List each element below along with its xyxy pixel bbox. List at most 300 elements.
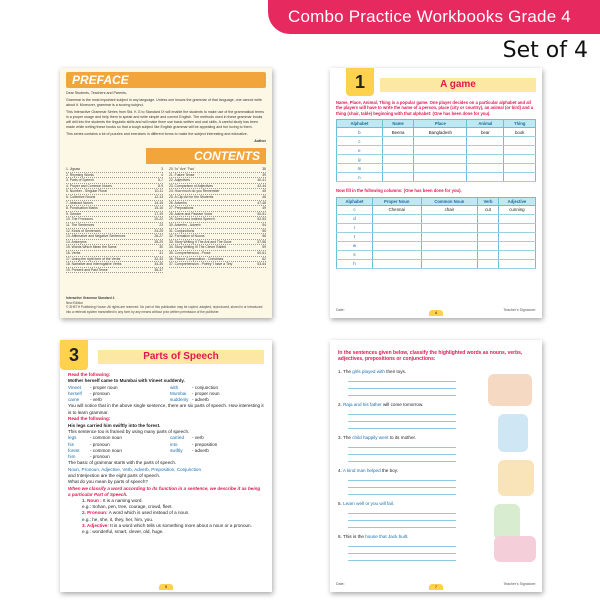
answer-cell	[504, 164, 536, 173]
answer-cell	[421, 250, 478, 259]
column-header: Thing	[504, 120, 536, 128]
contents-entry-title: 36. Picture Composition - Christmas	[169, 256, 224, 261]
definition-text: It is a naming word.	[102, 497, 143, 503]
contents-entry-page: 31	[159, 250, 163, 255]
parts-list: Noun, Pronoun, Adjective, Verb, Adverb, Preposition, Conjunction	[68, 466, 202, 472]
contents-entry-title: 31. Conjunctions	[169, 228, 195, 233]
column-header: Adjective	[498, 197, 535, 205]
contents-entry-page: 49	[262, 206, 266, 211]
explanation-text: The basic of grammar starts with the parts of speech.	[68, 460, 177, 466]
answer-cell	[372, 223, 421, 232]
answer-cell: bear	[467, 128, 504, 137]
contents-entry-page: 39	[262, 172, 266, 177]
contents-entry-title: 12. Kinds of Sentences	[66, 228, 101, 233]
word-list	[68, 385, 264, 404]
contents-entry-page: 46	[262, 194, 266, 199]
answer-cell	[382, 155, 414, 164]
parts-list-tail: and Interjection are the eight parts of speech.	[68, 473, 161, 479]
definition-label: 2. Pronoun:	[82, 510, 109, 516]
contents-entry-title: 3. Parts of Speech	[66, 178, 94, 183]
answer-cell	[372, 241, 421, 250]
footer-edition: New Edition	[66, 300, 84, 305]
contents-entry-page: 56	[262, 234, 266, 239]
footer-title: Interactive Grammar Standard 4	[66, 296, 115, 301]
contents-entry-page: 40-41	[257, 178, 266, 183]
answer-cell	[504, 137, 536, 146]
answer-line	[348, 521, 456, 528]
contents-entry-page: 12-13	[154, 194, 163, 199]
contents-entry-page: 3	[161, 167, 163, 171]
alphabet-cell: t	[337, 232, 373, 241]
preface-para: This series contains a lot of puzzles and exercises in different forms to make the subject interesting and educative.	[66, 132, 248, 136]
definitions-list	[68, 498, 264, 535]
definition-example: e.g.: Sohan, pen, tree, courage, crowd, fleet.	[82, 504, 173, 510]
contents-table	[66, 167, 266, 273]
answer-line	[348, 375, 456, 382]
contents-entry-title: 1. Jigsaw	[66, 167, 81, 171]
game-table-1	[336, 119, 536, 182]
contents-entry-page: 20-22	[154, 217, 163, 222]
contents-entry-page: 50-51	[257, 211, 266, 216]
page-number: 4	[429, 310, 443, 316]
contents-entry-page: 62	[262, 256, 266, 261]
lesson-title: A game	[380, 78, 536, 92]
column-header: Proper Noun	[372, 197, 421, 205]
set-label: Set of 4	[502, 38, 588, 63]
contents-entry-title: 23. Comparison of Adjectives	[169, 183, 213, 188]
word: Mumbai	[170, 391, 187, 397]
contents-entry-title: 33. Story Writing II The Ant and The Dove	[169, 239, 232, 244]
contents-entry-title: 24. How much do you Remember	[169, 189, 220, 194]
word-class: - verb	[90, 397, 102, 403]
answer-cell	[421, 259, 478, 268]
read-heading: Read the following:	[68, 372, 111, 377]
word: herself	[68, 391, 82, 397]
definition-text: It is a word which tells us something more about a noun or a pronoun.	[110, 522, 252, 528]
preface-para: Grammar is the most important subject in any language. Unless one knows the grammar of that language, one cannot write about it. Moreover, grammar is a scoring subject.	[66, 98, 262, 107]
sentence-text: This is the	[343, 533, 366, 539]
sentence-number: 4.	[338, 467, 343, 473]
column-header: Place	[414, 120, 467, 128]
contents-entry-page: 63-64	[257, 262, 266, 267]
answer-line	[348, 554, 456, 561]
alphabet-cell: g	[337, 155, 383, 164]
column-header: Verb	[478, 197, 499, 205]
alphabet-cell: m	[337, 164, 383, 173]
answer-cell	[414, 164, 467, 173]
definition-label: 3. Adjective:	[82, 522, 111, 528]
contents-entry-title: 35. Comprehension - Prose	[169, 250, 211, 255]
table-header-row	[337, 120, 536, 128]
word-class: - preposition	[192, 441, 218, 447]
contents-entry-page: 54	[262, 222, 266, 227]
answer-cell	[382, 164, 414, 173]
contents-entry-title: 19. Present and Past Tense	[66, 267, 108, 272]
word: Vineet	[68, 384, 81, 390]
contents-entry-title: 2. Rhyming Words	[66, 172, 94, 177]
contents-entry-title: 25. A Clip Art for the Students	[169, 194, 214, 199]
answer-cell	[414, 173, 467, 182]
answer-cell	[467, 173, 504, 182]
definition-label: 1. Noun :	[82, 497, 103, 503]
sentence-text: The	[343, 434, 353, 440]
word-class: - common noun	[90, 447, 122, 453]
contents-entry	[169, 262, 266, 268]
question-text: What do you mean by parts of speech?	[68, 479, 148, 485]
alphabet-cell: d	[337, 214, 373, 223]
product-banner	[268, 0, 600, 34]
definition-item	[68, 510, 264, 522]
contents-entry-page: 17-19	[154, 211, 163, 216]
alphabet-cell: b	[337, 128, 383, 137]
word: carried	[170, 435, 185, 441]
contents-entry-page: 4	[161, 172, 163, 177]
answer-cell: chair	[421, 205, 478, 214]
teacher-signature-label: Teacher's Signature:	[503, 582, 536, 586]
answer-line	[348, 448, 456, 455]
preface-signoff: Author	[254, 139, 266, 143]
answer-cell	[467, 137, 504, 146]
exercise-instruction: In the sentences given below, classify the highlighted words as nouns, verbs, adjectives, prepositions or conjunctions:	[338, 350, 523, 363]
contents-entry-page: 30	[159, 245, 163, 250]
answer-cell	[498, 259, 535, 268]
preface-greeting: Dear Students, Teachers and Parents,	[66, 91, 127, 95]
contents-entry-title: 6. Collective Nouns	[66, 194, 96, 199]
answer-line	[348, 389, 456, 396]
contents-entry-title: 27. Prepositions	[169, 206, 194, 211]
word-class: - pronoun	[90, 454, 110, 460]
answer-cell	[382, 146, 414, 155]
highlighted-words: girls played with	[352, 368, 385, 374]
answer-line	[348, 507, 456, 514]
footer-copyright: © SHETH Publishing House. All rights are reserved. No part of this publication may be copied, adapted, reproduced, stored in or introduced into a retrieval system transmitted in any form by any means without prior written permission of the publisher.	[66, 305, 263, 314]
contents-entry-title: 28. Active and Passive Voice	[169, 211, 213, 216]
column-header: Name	[382, 120, 414, 128]
game-page	[330, 68, 542, 318]
answer-cell	[421, 241, 478, 250]
contents-entry-page: 38	[262, 167, 266, 171]
word-class: - proper noun	[192, 391, 220, 397]
answer-cell	[414, 146, 467, 155]
answer-cell: Bangladesh	[414, 128, 467, 137]
contents-entry-page: 14-15	[154, 200, 163, 205]
answer-line	[348, 422, 456, 429]
contents-entry-title: 26. Adverbs	[169, 200, 187, 205]
definition-item	[68, 498, 264, 510]
word: forest	[68, 447, 80, 453]
answer-cell	[478, 250, 499, 259]
answer-cell	[467, 164, 504, 173]
father-son-illustration	[498, 414, 528, 452]
classify-words-page	[330, 340, 542, 592]
word: his	[68, 441, 74, 447]
word-class: - proper noun	[90, 384, 118, 390]
game-table-2	[336, 197, 536, 269]
answer-line	[348, 455, 456, 462]
contents-entry-page: 55	[262, 228, 266, 233]
sentence-number: 3.	[338, 434, 344, 440]
contents-column-right	[169, 167, 266, 273]
answer-cell	[467, 155, 504, 164]
word: swiftly	[170, 447, 183, 453]
word-class: - common noun	[90, 435, 122, 441]
date-label: Date:	[336, 308, 345, 312]
alphabet-cell: e	[337, 146, 383, 155]
answer-cell	[414, 137, 467, 146]
example-sentence: Mother herself came to Mumbai with Vineet suddenly.	[68, 378, 185, 384]
answer-cell	[478, 232, 499, 241]
contents-entry-page: 8-9	[158, 183, 163, 188]
contents-column-left	[66, 167, 163, 273]
definition-text: A word which is used instead of a noun.	[108, 510, 190, 516]
contents-entry-page: 36-37	[154, 267, 163, 272]
preface-body	[66, 91, 266, 144]
contents-entry-title: 17. Using the right form of the Verbs	[66, 256, 121, 261]
contents-entry-page: 26-27	[154, 234, 163, 239]
sentence-text: will come tomorrow.	[381, 401, 424, 407]
word-entry	[170, 448, 264, 454]
table-row	[337, 214, 536, 223]
contents-entry-title: 34. Story Writing III The Clever Rabbit	[169, 245, 226, 250]
table-row	[337, 205, 536, 214]
sentence-number: 2.	[338, 401, 344, 407]
sentence-number: 1.	[338, 368, 344, 374]
preface-para: This Interactive Grammar Series from Std. K G to Standard IX will enable the students to make use of the grammatical terms in a proper usage and help them to speak and write simple and correct English. The methods used in these grammar books will drill into the students the linguistic skills and will make them use basic written and oral skills. A careful study has been made while writing these books so that a tough subject like English grammar will be appealing and fun loving to them.	[66, 110, 264, 129]
word-class: - conjunction	[192, 384, 219, 390]
highlighted-words: Raja and his father	[343, 401, 382, 407]
answer-line	[348, 474, 456, 481]
contents-entry-title: 13. Affirmative and Negative Sentences	[66, 234, 126, 239]
read-heading: Read the following:	[68, 416, 111, 422]
definition-item	[68, 523, 264, 535]
answer-cell	[498, 232, 535, 241]
lesson-number: 1	[346, 68, 374, 96]
answer-line	[348, 415, 456, 422]
answer-cell	[478, 223, 499, 232]
contents-entry-page: 47-48	[257, 200, 266, 205]
column-header: Animal	[467, 120, 504, 128]
answer-cell	[414, 155, 467, 164]
contents-entry-page: 60-61	[257, 250, 266, 255]
contents-entry-title: 21. Future Tense	[169, 172, 195, 177]
kind-man-illustration	[494, 504, 520, 540]
teacher-signature-label: Teacher's Signature:	[503, 308, 536, 312]
answer-cell: Chennai	[372, 205, 421, 214]
contents-entry-page: 59	[262, 245, 266, 250]
answer-line	[348, 540, 456, 547]
classification-note: When we classify a word according to its function in a sentence, we describe it as being a particular Part of Speech.	[68, 485, 261, 497]
answer-cell: cut	[478, 205, 499, 214]
word: legs	[68, 435, 77, 441]
highlighted-words: Learn well or you will fail.	[343, 500, 395, 506]
contents-entry-page: 34-35	[154, 262, 163, 267]
contents-entry-page: 24-25	[154, 228, 163, 233]
contents-entry-title: 9. Gender	[66, 211, 82, 216]
answer-cell	[382, 173, 414, 182]
lesson-number: 3	[60, 340, 88, 370]
game-instruction: Name, Place, Animal, Thing is a popular game. One player decides on a particular alphabet and all the players will have to write the name of a person, place (city or country), an animal (or bird) and a thing (chair, table) beginning with that alphabet: (One has been done for you).	[336, 100, 534, 116]
word-list	[68, 435, 264, 460]
column-header: Common Noun	[421, 197, 478, 205]
answer-cell	[421, 223, 478, 232]
definition-line	[82, 523, 264, 529]
alphabet-cell: n	[337, 173, 383, 182]
sentence-number: 6.	[338, 533, 344, 539]
contents-entry-title: 18. Narrative and Interrogative Verbs	[66, 262, 122, 267]
contents-heading: CONTENTS	[146, 148, 266, 164]
table-row	[337, 259, 536, 268]
contents-entry	[66, 268, 163, 274]
contents-entry-title: 37. Comprehension - Poetry 'I have a Tiny'	[169, 262, 233, 267]
contents-entry-page: 42-44	[257, 183, 266, 188]
table-row	[337, 241, 536, 250]
alphabet-cell: r	[337, 223, 373, 232]
contents-entry-title: 5. Number - Singular Plural	[66, 189, 107, 194]
game-instruction-2: Now fill in the following columns: (One has been done for you).	[336, 188, 462, 194]
answer-cell	[498, 241, 535, 250]
word: him	[68, 454, 76, 460]
highlighted-words: A kind man helped	[342, 467, 381, 473]
answer-cell	[382, 137, 414, 146]
example-sentence: His legs carried him swiftly into the forest.	[68, 422, 161, 428]
contents-entry-page: 15-16	[154, 206, 163, 211]
contents-entry-title: 8. Punctuation Marks	[66, 206, 98, 211]
column-header: Alphabet	[337, 120, 383, 128]
answer-cell	[504, 146, 536, 155]
contents-entry-page: 5-7	[158, 178, 163, 183]
answer-cell	[498, 214, 535, 223]
word-class: - adverb	[192, 447, 209, 453]
preface-page	[60, 68, 272, 318]
parts-of-speech-page	[60, 340, 272, 592]
highlighted-words: house that Jack built.	[365, 533, 409, 539]
alphabet-cell: w	[337, 241, 373, 250]
answer-cell	[504, 173, 536, 182]
word: came	[68, 397, 80, 403]
table-row	[337, 250, 536, 259]
contents-entry-page: 57-58	[257, 239, 266, 244]
table-header-row	[337, 197, 536, 205]
contents-entry-title: 15. Words Which Mean the Same	[66, 245, 117, 250]
column-header: Alphabet	[337, 197, 373, 205]
explanation-text: This sentence too is framed by using many parts of speech.	[68, 429, 190, 435]
sentence-text: the boy.	[380, 467, 398, 473]
answer-cell	[421, 214, 478, 223]
page-number: 7	[429, 584, 443, 590]
contents-entry-title: 4. Proper and Common Nouns	[66, 183, 112, 188]
answer-line	[348, 547, 456, 554]
contents-entry-title: 29. Direct and Indirect Speech	[169, 217, 215, 222]
contents-entry-title: 10. The Pronouns	[66, 217, 93, 222]
answer-cell: book	[504, 128, 536, 137]
contents-entry-title: 7. Abstract Nouns	[66, 200, 93, 205]
contents-entry-page: 23	[159, 222, 163, 227]
preface-heading: PREFACE	[66, 72, 266, 88]
table-row	[337, 164, 536, 173]
answer-line	[348, 408, 456, 415]
highlighted-words: child happily went	[352, 434, 389, 440]
answer-cell	[372, 259, 421, 268]
answer-cell	[504, 155, 536, 164]
word-class: - pronoun	[90, 391, 110, 397]
girls-playing-illustration	[488, 374, 532, 406]
contents-entry-page: 10-11	[154, 189, 163, 194]
answer-line	[348, 481, 456, 488]
word: into	[170, 441, 178, 447]
sentence-text: to its mother.	[388, 434, 417, 440]
word-class: - verb	[192, 435, 204, 441]
answer-cell	[498, 223, 535, 232]
answer-cell	[372, 250, 421, 259]
table-row	[337, 223, 536, 232]
table-row	[337, 137, 536, 146]
table-row	[337, 128, 536, 137]
banner-title: Combo Practice Workbooks Grade 4	[288, 7, 571, 26]
answer-line	[348, 382, 456, 389]
answer-cell	[372, 214, 421, 223]
preface-footer	[66, 296, 266, 314]
contents-entry-page: 28-29	[154, 239, 163, 244]
table-row	[337, 232, 536, 241]
contents-entry-page: 45	[262, 189, 266, 194]
contents-entry-title: 20. 'Is' 'Are' 'Two'	[169, 167, 195, 171]
contents-entry-title: 30. Adverbs - Adverb	[169, 222, 201, 227]
answer-cell	[478, 241, 499, 250]
table-row	[337, 155, 536, 164]
answer-cell	[372, 232, 421, 241]
answer-cell: cunning	[498, 205, 535, 214]
answer-cell	[498, 250, 535, 259]
contents-entry-title: 32. Formation of Nouns	[169, 234, 205, 239]
answer-line	[348, 441, 456, 448]
alphabet-cell: s	[337, 250, 373, 259]
alphabet-cell: h	[337, 259, 373, 268]
alphabet-cell: c	[337, 137, 383, 146]
word-class: - adverb	[192, 397, 209, 403]
word-class: - pronoun	[90, 441, 110, 447]
definition-example: e.g.: he, she, it, they, her, him, you.	[82, 516, 154, 522]
answer-cell	[467, 146, 504, 155]
answer-cell	[421, 232, 478, 241]
contents-entry-title: 22. Adjectives	[169, 178, 190, 183]
answer-line	[348, 514, 456, 521]
word: with	[170, 384, 179, 390]
alphabet-cell: c	[337, 205, 373, 214]
table-row	[337, 173, 536, 182]
child-mother-illustration	[498, 460, 534, 496]
date-label: Date:	[336, 582, 345, 586]
contents-entry-title: 16. Verbs	[66, 250, 81, 255]
lesson-title: Parts of Speech	[98, 350, 264, 364]
answer-cell	[478, 214, 499, 223]
sentence-number: 5.	[338, 500, 344, 506]
explanation-text: You will notice that in the above single sentence, there are six parts of speech. How interesting it is to learn grammar.	[68, 403, 264, 415]
word: suddenly	[170, 397, 189, 403]
children-studying-illustration	[494, 536, 536, 562]
definition-example: e.g.: wonderful, smart, clever, old, huge.	[82, 528, 164, 534]
contents-entry-title: 14. Antonyms	[66, 239, 87, 244]
answer-line	[348, 488, 456, 495]
contents-entry-page: 52-53	[257, 217, 266, 222]
answer-cell	[478, 259, 499, 268]
answer-cell: Beena	[382, 128, 414, 137]
table-row	[337, 146, 536, 155]
sentence-text: their toys.	[384, 368, 407, 374]
page-number: 5	[159, 584, 173, 590]
sentence-text: The	[343, 368, 353, 374]
contents-entry-page: 32-33	[154, 256, 163, 261]
contents-entry-title: 11. The Sentences	[66, 222, 95, 227]
